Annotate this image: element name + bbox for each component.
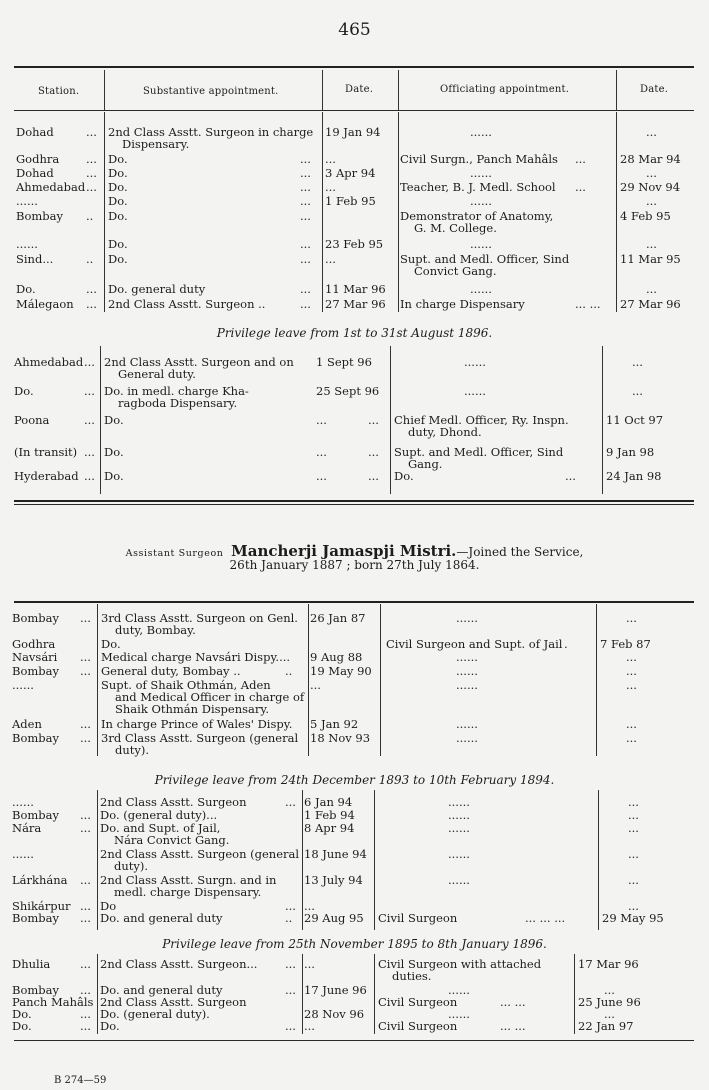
col-rule [398,70,399,110]
officiating-cell: Civil Surgn., Panch Mahâls [400,152,558,166]
station-cell: Do. [12,1007,32,1021]
substantive-cell: Do. [101,637,121,651]
substantive-cont: duty). [115,743,150,757]
substantive-cont: medl. charge Dispensary. [114,885,262,899]
substantive-cell: 2nd Class Asstt. Surgeon (general [100,847,300,861]
station-cell: Navsári [12,650,58,664]
officiating-cell: In charge Dispensary [400,297,525,311]
officiating-cell: ...... [464,384,486,398]
station-dots: ... [86,282,97,296]
station-cell: ...... [12,795,34,809]
officiating-cell: Supt. and Medl. Officer, Sind [394,445,564,459]
officiating-date-cell: ... [604,983,615,997]
date-cell: 29 Aug 95 [304,911,364,925]
officiating-date-cell: ... [646,194,657,208]
station-cell: Do. [16,282,36,296]
substantive-cell: 2nd Class Asstt. Surgeon... [100,957,258,971]
officiating-cell: Chief Medl. Officer, Ry. Inspn. [394,413,569,427]
officiating-cell: Teacher, B. J. Medl. School [400,180,556,194]
leave-note-2: Privilege leave from 24th December 1893 to 10th February 1894. [154,773,555,787]
substantive-cell: Do. [100,1019,120,1033]
col-head-date: Date. [345,84,374,95]
substantive-dots: ... [368,469,379,483]
col-rule [596,604,597,756]
date-cell: 26 Jan 87 [310,611,366,625]
date-cell: 8 Apr 94 [304,821,355,835]
substantive-cont: Shaik Othmán Dispensary. [115,702,269,716]
date-cell: 5 Jan 92 [310,717,359,731]
substantive-cell: Do. [108,194,128,208]
station-cell: Shikárpur [12,899,71,913]
officiating-dots: ... ... [575,297,601,311]
substantive-dots: ... [368,445,379,459]
station-cell: ...... [16,237,38,251]
station-dots: ... [84,469,95,483]
officiating-dots: . [564,637,568,651]
substantive-cell: Do. [108,180,128,194]
col-rule [574,954,575,1034]
station-cell: Nára [12,821,42,835]
col-rule [104,112,105,312]
substantive-cont: General duty. [118,367,196,381]
officiating-cell: ...... [456,664,478,678]
date-cell: 19 Jan 94 [325,125,381,139]
station-cell: ...... [12,678,34,692]
station-cell: Bombay [12,611,59,625]
leave-note-3: Privilege leave from 25th November 1895 to 8th January 1896. [162,937,547,951]
officiating-cell: ...... [448,873,470,887]
station-cell: Godhra [16,152,60,166]
officiating-date-cell: ... [646,282,657,296]
officiating-date-cell: ... [646,166,657,180]
substantive-cell: Do. [108,252,128,266]
station-cell: Bombay [12,731,59,745]
officiating-date-cell: 24 Jan 98 [606,469,662,483]
substantive-dots: ... [300,194,311,208]
officiating-date-cell: 25 June 96 [578,995,641,1009]
station-dots: ... [84,355,95,369]
date-cell: 1 Feb 95 [325,194,376,208]
officiating-cell: Civil Surgeon and Supt. of Jail [386,637,563,651]
officiating-cont: Convict Gang. [414,264,497,278]
station-dots: ... [80,717,91,731]
officiating-cell: ...... [448,847,470,861]
officiating-cell: Supt. and Medl. Officer, Sind [400,252,570,266]
substantive-cell: Supt. of Shaik Othmán, Aden [101,678,271,692]
substantive-cell: Do. [108,209,128,223]
substantive-dots: ... [300,209,311,223]
substantive-dots: ... [285,795,296,809]
officiating-date-cell: ... [628,873,639,887]
substantive-cell: Do [100,899,117,913]
officiating-cell: ...... [456,650,478,664]
officiating-date-cell: ... [626,678,637,692]
station-cell: Lárkhána [12,873,68,887]
officiating-date-cell: ... [632,384,643,398]
substantive-cell: 2nd Class Asstt. Surgeon in charge [108,125,314,139]
substantive-cell: Do. general duty [108,282,206,296]
substantive-cell: Do. (general duty). [100,1007,210,1021]
col-rule [390,346,391,494]
station-cell: Ahmedabad [14,355,84,369]
officiating-cell: Demonstrator of Anatomy, [400,209,554,223]
officiating-date-cell: ... [632,355,643,369]
col-rule [398,112,399,312]
col-rule [598,790,599,930]
station-dots: ... [80,1007,91,1021]
substantive-cell: Do. and general duty [100,983,223,997]
substantive-cell: 2nd Class Asstt. Surgeon .. [108,297,266,311]
date-cell: 27 Mar 96 [325,297,386,311]
station-cell: Bombay [12,983,59,997]
substantive-dots: ... [285,957,296,971]
col-head-officiating: Officiating appointment. [440,84,570,95]
officiating-dots: ... ... ... [525,911,566,925]
substantive-cell: Do. and general duty [100,911,223,925]
officiating-cont: Gang. [408,457,443,471]
officiating-cell: ...... [456,717,478,731]
section-end-rule [14,500,694,502]
officiating-date-cell: 7 Feb 87 [600,637,651,651]
date-cell: 6 Jan 94 [304,795,353,809]
col-rule [374,954,375,1034]
officiating-cell: Civil Surgeon [378,1019,458,1033]
substantive-cell: Do. [108,166,128,180]
col-rule [308,604,309,756]
substantive-cell: 3rd Class Asstt. Surgeon (general [101,731,299,745]
station-cell: Hyderabad [14,469,79,483]
date-cell: ... [304,1019,315,1033]
officiating-date-cell: 27 Mar 96 [620,297,681,311]
date-cell: 3 Apr 94 [325,166,376,180]
officiating-dots: ... [575,152,586,166]
station-dots: ... [80,821,91,835]
table-top-rule [14,601,694,603]
officiating-cell: ...... [448,821,470,835]
station-dots: ... [80,911,91,925]
station-cell: Sind... [16,252,54,266]
station-cell: ...... [16,194,38,208]
station-cell: Dohad [16,125,54,139]
substantive-cell: Do. (general duty)... [100,808,218,822]
date-cell: ... [316,469,327,483]
officiating-date-cell: 9 Jan 98 [606,445,655,459]
col-rule [97,790,98,930]
date-cell: 1 Sept 96 [316,355,372,369]
officiating-date-cell: ... [626,717,637,731]
date-cell: ... [316,445,327,459]
officiating-date-cell: 29 May 95 [602,911,664,925]
substantive-dots: ... [300,297,311,311]
col-rule [302,954,303,1034]
substantive-dots: ... [285,983,296,997]
date-cell: 18 Nov 93 [310,731,371,745]
substantive-dots: .. [285,911,293,925]
officiating-cell: ...... [470,194,492,208]
substantive-cell: In charge Prince of Wales' Dispy. [101,717,293,731]
officiating-dots: ... [565,469,576,483]
officiating-cell: ...... [470,125,492,139]
officiating-date-cell: 11 Oct 97 [606,413,664,427]
officiating-date-cell: ... [628,808,639,822]
officiating-date-cell: ... [646,237,657,251]
station-dots: .. [86,252,94,266]
station-cell: Dohad [16,166,54,180]
substantive-dots: ... [285,1019,296,1033]
date-cell: 25 Sept 96 [316,384,380,398]
date-cell: 19 May 90 [310,664,372,678]
substantive-cell: Do. [108,237,128,251]
date-cell: 17 June 96 [304,983,367,997]
officiating-dots: ... [575,180,586,194]
station-dots: ... [80,664,91,678]
station-dots: ... [86,180,97,194]
col-rule [302,790,303,930]
officiating-cell: ...... [470,282,492,296]
station-cell: Bombay [12,664,59,678]
substantive-dots: ... [285,899,296,913]
substantive-cell: General duty, Bombay .. [101,664,241,678]
col-rule [100,346,101,494]
col-head-station: Station. [38,86,80,97]
substantive-cell: Do. [108,152,128,166]
substantive-cell: 3rd Class Asstt. Surgeon on Genl. [101,611,298,625]
col-rule [616,70,617,110]
officiating-cell: ...... [464,355,486,369]
col-rule [380,604,381,756]
officiating-date-cell: 4 Feb 95 [620,209,671,223]
substantive-cell: Do. [104,413,124,427]
substantive-cell: 2nd Class Asstt. Surgn. and in [100,873,277,887]
officiating-date-cell: ... [628,847,639,861]
officiating-date-cell: ... [626,650,637,664]
date-cell: ... [325,252,336,266]
station-cell: Godhra [12,637,56,651]
substantive-cont: duty). [114,859,149,873]
officiating-cell: Civil Surgeon with attached [378,957,542,971]
date-cell: ... [310,678,321,692]
officiating-cell: ...... [456,678,478,692]
substantive-dots: ... [300,282,311,296]
officiating-dots: ... ... [500,995,526,1009]
station-dots: ... [80,611,91,625]
substantive-dots: ... [300,237,311,251]
col-rule [322,112,323,312]
substantive-cell: Do. [104,469,124,483]
col-rule [602,346,603,494]
page-number: 465 [338,20,371,40]
station-dots: ... [80,731,91,745]
substantive-dots: ... [368,413,379,427]
substantive-dots: ... [300,180,311,194]
officiating-cell: ...... [448,808,470,822]
officiating-date-cell: ... [626,611,637,625]
col-rule [97,604,98,756]
header-bottom-rule [14,110,694,111]
date-cell: 9 Aug 88 [310,650,363,664]
officiating-cont: G. M. College. [414,221,497,235]
col-rule [104,70,105,110]
station-dots: ... [80,983,91,997]
officiating-cell: ...... [448,983,470,997]
substantive-cell: 2nd Class Asstt. Surgeon [100,995,247,1009]
leave-note-1: Privilege leave from 1st to 31st August 1896. [216,326,493,340]
station-dots: ... [86,152,97,166]
station-cell: Aden [12,717,42,731]
officiating-date-cell: 11 Mar 95 [620,252,681,266]
col-head-odate: Date. [640,84,669,95]
officiating-date-cell: 28 Mar 94 [620,152,681,166]
officiating-cell: ...... [448,1007,470,1021]
officiating-date-cell: 22 Jan 97 [578,1019,634,1033]
officiating-date-cell: ... [628,795,639,809]
officer-joined: —Joined the Service, [456,545,584,559]
substantive-cell: Do. and Supt. of Jail, [100,821,221,835]
officiating-cell: ...... [470,166,492,180]
substantive-dots: ... [300,252,311,266]
substantive-cell: Do. [104,445,124,459]
station-cell: Bombay [12,808,59,822]
officiating-date-cell: ... [628,899,639,913]
station-cell: Do. [14,384,34,398]
station-dots: ... [80,899,91,913]
col-rule [97,954,98,1034]
station-dots: ... [84,445,95,459]
officiating-date-cell: ... [604,1007,615,1021]
date-cell: 18 June 94 [304,847,367,861]
station-dots: ... [86,166,97,180]
station-dots: ... [84,384,95,398]
col-head-substantive: Substantive appointment. [143,86,279,97]
date-cell: ... [325,152,336,166]
officiating-date-cell: ... [626,664,637,678]
station-cell: Ahmedabad [16,180,86,194]
substantive-cont: Dispensary. [122,137,190,151]
col-rule [322,70,323,110]
officiating-cont: duties. [392,969,432,983]
officiating-date-cell: 17 Mar 96 [578,957,639,971]
substantive-dots: ... [300,152,311,166]
station-cell: Bombay [16,209,63,223]
station-cell: Poona [14,413,50,427]
footer-code: B 274—59 [54,1075,107,1086]
date-cell: ... [316,413,327,427]
station-cell: Bombay [12,911,59,925]
officiating-cell: ...... [456,611,478,625]
station-dots: ... [80,957,91,971]
date-cell: 28 Nov 96 [304,1007,365,1021]
officiating-cell: ...... [456,731,478,745]
date-cell: ... [325,180,336,194]
station-cell: (In transit) [14,445,78,459]
substantive-cont: ragboda Dispensary. [118,396,238,410]
header-top-rule [14,66,694,68]
station-dots: ... [80,808,91,822]
officiating-cell: ...... [470,237,492,251]
date-cell: ... [304,899,315,913]
section-end-rule-2 [14,504,694,505]
officiating-date-cell: ... [626,731,637,745]
substantive-cell: Do. in medl. charge Kha- [104,384,249,398]
substantive-cont: and Medical Officer in charge of [115,690,305,704]
substantive-dots: ... [300,166,311,180]
officiating-cell: Do. [394,469,414,483]
station-cell: Málegaon [16,297,74,311]
col-rule [374,790,375,930]
date-cell: 1 Feb 94 [304,808,355,822]
station-dots: ... [86,297,97,311]
station-cell: Panch Mahâls [12,995,94,1009]
officer-rank: Assistant Surgeon [125,548,224,559]
officiating-date-cell: ... [628,821,639,835]
substantive-cell: 2nd Class Asstt. Surgeon [100,795,247,809]
officiating-date-cell: 29 Nov 94 [620,180,681,194]
substantive-dots: .. [285,664,293,678]
officiating-dots: ... ... [500,1019,526,1033]
station-cell: ...... [12,847,34,861]
substantive-cell: Medical charge Navsári Dispy.... [101,650,291,664]
station-cell: Do. [12,1019,32,1033]
station-dots: ... [84,413,95,427]
officer-name: Mancherji Jamaspji Mistri. [231,542,457,560]
col-rule [616,112,617,312]
station-dots: ... [86,125,97,139]
officiating-cell: Civil Surgeon [378,911,458,925]
station-dots: ... [80,650,91,664]
station-dots: .. [86,209,94,223]
date-cell: 11 Mar 96 [325,282,386,296]
officiating-cell: Civil Surgeon [378,995,458,1009]
officiating-date-cell: ... [646,125,657,139]
station-dots: ... [80,1019,91,1033]
date-cell: 13 July 94 [304,873,363,887]
officiating-cont: duty, Dhond. [408,425,482,439]
substantive-cell: 2nd Class Asstt. Surgeon and on [104,355,294,369]
date-cell: ... [304,957,315,971]
officer-dates: 26th January 1887 ; born 27th July 1864. [229,558,480,572]
date-cell: 23 Feb 95 [325,237,384,251]
station-cell: Dhulia [12,957,51,971]
station-dots: ... [80,873,91,887]
substantive-cont: duty, Bombay. [115,623,196,637]
table-bottom-rule [14,1040,694,1041]
substantive-cont: Nára Convict Gang. [114,833,230,847]
officiating-cell: ...... [448,795,470,809]
